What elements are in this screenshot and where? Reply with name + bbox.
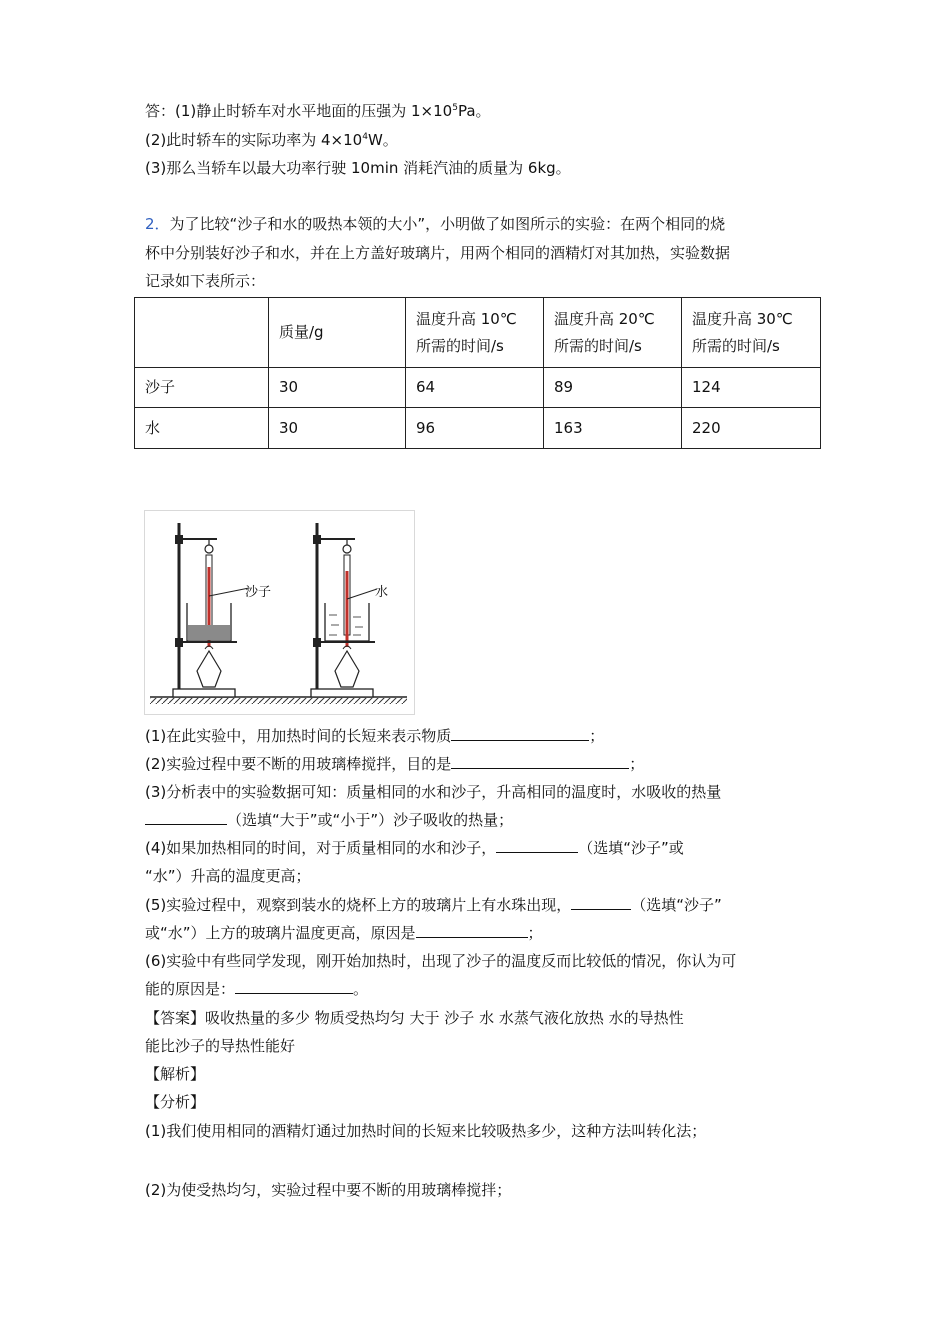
sand-label: 沙子 <box>245 585 272 600</box>
table-header-20c <box>544 298 682 368</box>
question-intro-line-2: 杯中分别装好沙子和水，并在上方盖好玻璃片，用两个相同的酒精灯对其加热，实验数据 <box>145 244 731 262</box>
subquestion-3-text-2: （选填“大于”或“小于”）沙子吸收的热量； <box>227 811 514 829</box>
left-sand <box>188 625 230 640</box>
subquestion-4-text-1-end: （选填“沙子”或 <box>578 839 684 857</box>
prev-answer-1-text: 答：(1)静止时轿车对水平地面的压强为 1×10 <box>145 102 453 120</box>
table-row <box>135 368 821 408</box>
right-thermometer-liquid <box>346 571 349 647</box>
table-header-20c-line2: 所需的时间/s <box>554 336 642 355</box>
table-cell: 220 <box>682 408 821 449</box>
table-cell: 96 <box>406 408 544 449</box>
answer-blank[interactable] <box>571 895 631 910</box>
answer-blank[interactable] <box>496 838 578 853</box>
left-clamp-top <box>175 535 183 544</box>
table-cell: 30 <box>269 368 406 408</box>
subquestion-5-text-1: (5)实验过程中，观察到装水的烧杯上方的玻璃片上有水珠出现， <box>145 896 572 914</box>
prev-answer-line-1 <box>145 101 491 121</box>
question-intro-text-1: 为了比较“沙子和水的吸热本领的大小”，小明做了如图所示的实验：在两个相同的烧 <box>169 215 726 233</box>
ground-hatch <box>150 698 407 704</box>
subquestion-1-end: ； <box>589 727 605 745</box>
subquestion-6-line-2 <box>145 979 368 999</box>
right-base <box>311 689 373 697</box>
subquestion-2-text: (2)实验过程中要不断的用玻璃棒搅拌，目的是 <box>145 755 452 773</box>
prev-answer-2-text: (2)此时轿车的实际功率为 4×10 <box>145 131 363 149</box>
subquestion-5-line-1 <box>145 895 722 915</box>
subquestion-5-text-1-end: （选填“沙子” <box>631 896 722 914</box>
table-cell: 沙子 <box>135 368 269 408</box>
table-header-10c <box>406 298 544 368</box>
subquestion-2 <box>145 754 644 774</box>
analysis-point-2: (2)为使受热均匀，实验过程中要不断的用玻璃棒搅拌； <box>145 1181 512 1199</box>
left-hook <box>205 545 213 553</box>
subquestion-4-line-2: “水”）升高的温度更高； <box>145 867 311 885</box>
subquestion-5-text-2-end: ； <box>527 924 543 942</box>
right-clamp-bottom <box>313 638 321 647</box>
prev-answer-1-exponent: 5 <box>452 103 458 113</box>
table-cell: 64 <box>406 368 544 408</box>
water-label: 水 <box>375 585 389 600</box>
left-alcohol-lamp <box>197 651 221 687</box>
prev-answer-2-exponent: 4 <box>362 132 368 142</box>
table-header-30c-line1: 温度升高 30℃ <box>692 309 793 328</box>
left-apparatus <box>173 523 271 697</box>
left-label-leader <box>209 588 249 596</box>
left-base <box>173 689 235 697</box>
right-alcohol-lamp <box>335 651 359 687</box>
answer-blank[interactable] <box>451 754 629 769</box>
subquestion-4-text-1: (4)如果加热相同的时间，对于质量相同的水和沙子， <box>145 839 497 857</box>
subquestion-6-text-2-end: 。 <box>353 980 369 998</box>
table-cell: 30 <box>269 408 406 449</box>
answer-blank[interactable] <box>451 726 589 741</box>
table-header-20c-line1: 温度升高 20℃ <box>554 309 655 328</box>
answer-blank[interactable] <box>235 979 353 994</box>
table-header-10c-line2: 所需的时间/s <box>416 336 504 355</box>
table-row <box>135 408 821 449</box>
subquestion-6-text-2: 能的原因是： <box>145 980 236 998</box>
table-header-30c-line2: 所需的时间/s <box>692 336 780 355</box>
subquestion-1 <box>145 726 604 746</box>
subquestion-6-line-1: (6)实验中有些同学发现，刚开始加热时，出现了沙子的温度反而比较低的情况，你认为可 <box>145 952 737 970</box>
subquestion-1-text: (1)在此实验中，用加热时间的长短来表示物质 <box>145 727 452 745</box>
prev-answer-1-unit: Pa。 <box>457 102 491 120</box>
table-header-10c-line1: 温度升高 10℃ <box>416 309 517 328</box>
analysis-heading: 【解析】 <box>145 1065 206 1083</box>
subquestion-3-line-2 <box>145 810 513 830</box>
table-header-cell <box>135 298 269 368</box>
analysis-point-1: (1)我们使用相同的酒精灯通过加热时间的长短来比较吸热多少，这种方法叫转化法； <box>145 1122 707 1140</box>
subquestion-4-line-1 <box>145 838 684 858</box>
prev-answer-line-3: (3)那么当轿车以最大功率行驶 10min 消耗汽油的质量为 6kg。 <box>145 159 571 177</box>
analysis-subheading: 【分析】 <box>145 1093 206 1111</box>
subquestion-3-line-1: (3)分析表中的实验数据可知：质量相同的水和沙子，升高相同的温度时，水吸收的热量 <box>145 783 722 801</box>
answer-blank[interactable] <box>145 810 227 825</box>
table-header-row <box>135 298 821 368</box>
left-clamp-bottom <box>175 638 183 647</box>
answer-line-1: 【答案】吸收热量的多少 物质受热均匀 大于 沙子 水 水蒸气液化放热 水的导热性 <box>145 1009 684 1027</box>
question-intro-line-1 <box>145 214 725 234</box>
right-label-leader <box>347 589 377 599</box>
experiment-diagram <box>145 511 414 714</box>
table-cell: 89 <box>544 368 682 408</box>
right-apparatus <box>311 523 388 697</box>
subquestion-2-end: ； <box>629 755 645 773</box>
answer-line-2: 能比沙子的导热性能好 <box>145 1037 296 1055</box>
prev-answer-2-unit: W。 <box>367 131 398 149</box>
subquestion-5-text-2: 或“水”）上方的玻璃片温度更高，原因是 <box>145 924 416 942</box>
prev-answer-line-2 <box>145 130 398 150</box>
table-cell: 163 <box>544 408 682 449</box>
table-header-mass: 质量/g <box>269 298 406 368</box>
experiment-figure <box>144 510 415 715</box>
question-intro-line-3: 记录如下表所示： <box>145 272 266 290</box>
table-cell: 124 <box>682 368 821 408</box>
answer-blank[interactable] <box>416 923 528 938</box>
question-number: 2． <box>145 215 170 233</box>
right-clamp-top <box>313 535 321 544</box>
data-table <box>134 297 821 449</box>
subquestion-5-line-2 <box>145 923 543 943</box>
table-cell: 水 <box>135 408 269 449</box>
right-hook <box>343 545 351 553</box>
table-header-30c <box>682 298 821 368</box>
